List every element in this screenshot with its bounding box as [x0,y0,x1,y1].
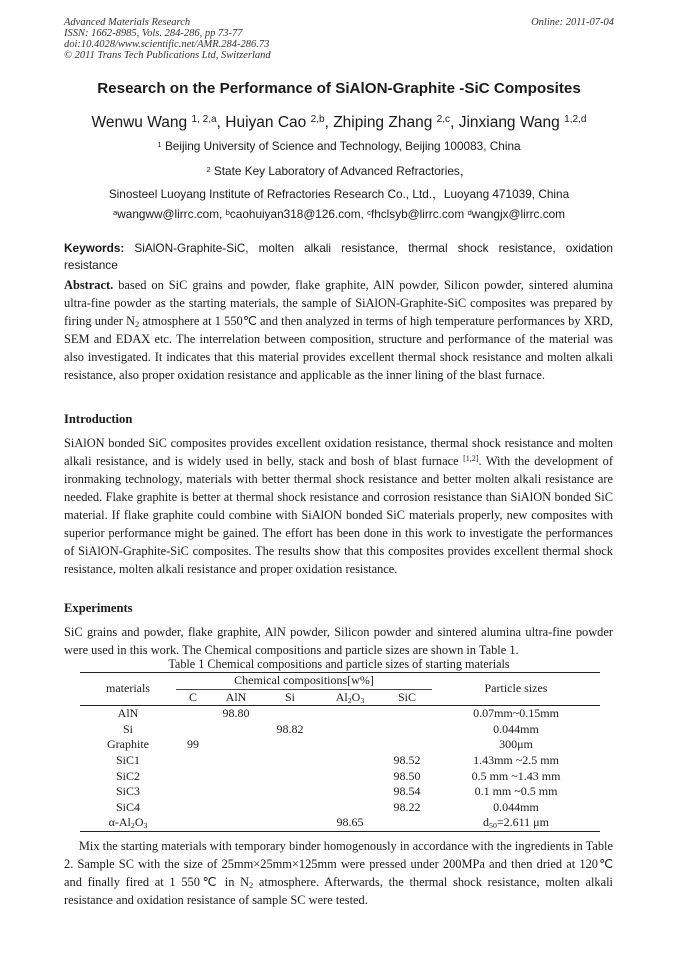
header-materials: materials [80,673,176,706]
copyright-line: © 2011 Trans Tech Publications Ltd, Switzerland [64,50,271,61]
author-name: Huiyan Cao [225,114,307,131]
online-date: Online: 2011-07-04 [531,17,614,28]
abstract: Abstract. based on SiC grains and powder, flake graphite, AlN powder, Silicon powder, sintered alumina ultra-fine powder as the starting materials, the sample of SiAlON-Graphite-SiC composites was prepared by firing under $N_2$ atmosphere at 1 550℃ and then analyzed in terms of high temperature performances by XRD, SEM and EDAX etc. The interrelation between composition, structure and performance of the material was also investigated. It indicates that this material provides excellent thermal shock resistance and molten alkali resistance, also proper oxidation resistance and applicable as the inner lining of the blast furnace. [64,278,614,382]
email-link[interactable]: caohuiyan318@126.com [229,207,361,221]
table-1 [80,672,600,832]
doi-line: doi:10.4028/www.scientific.net/AMR.284-286.73 [64,39,270,50]
header-sic: SiC [397,689,416,704]
mixing-paragraph: Mix the starting materials with temporary binder homogenously in accordance with the ingredients in Table 2. Sample SC with the size of 25mm×25mm×125mm were pressed under 200MPa and then dried at 120℃ and finally fired at 1 550℃ in $N_2$ atmosphere. Afterwards, the thermal shock resistance, molten alkali resistance and oxidation resistance of sample SC were tested. [64,839,613,907]
table-row: Si 98.82 0.044mm [122,721,539,736]
author-affiliation-mark: 2,b [310,114,325,126]
keywords [64,240,613,274]
keywords-label: Keywords: [64,241,125,255]
experiments-paragraph: SiC grains and powder, flake graphite, AlN powder, Silicon powder and sintered alumina ultra-fine powder were used in this work. The Chemical compositions and particle sizes are shown in Table 1. [64,625,613,657]
author-affiliation-mark: 2,c [436,114,451,126]
introduction-paragraph: SiAlON bonded SiC composites provides excellent oxidation resistance, thermal shock resistance and molten alkali resistance, and is widely used in belly, stack and bosh of blast furnace [1,2]. With the development of ironmaking technology, materials with better thermal shock resistance and better molten alkali resistance are needed. Flake graphite is better at thermal shock resistance and corrosion resistance than SiAlON bonded SiC material. If flake graphite could combine with SiAlON bonded SiC materials properly, new composites with superior performance might be gained. The effort has been done in this work to investigate the performances of SiAlON-Graphite-SiC composites. The results show that this composites provides excellent thermal shock resistance, molten alkali resistance and proper oxidation resistance. [64,436,613,576]
table-caption: Table 1 Chemical compositions and particle sizes of starting materials [168,657,510,671]
author-affiliation-mark: 1, 2,a [191,114,217,126]
issn-line: ISSN: 1662-8985, Vols. 284-286, pp 73-77 [64,28,243,39]
author-name: Zhiping Zhang [333,114,433,131]
table-row: $\alpha-Al_2O_3$ 98.65 $d_{50}=2.611$ μm [80,815,600,831]
introduction-heading: Introduction [64,412,133,426]
email-link[interactable]: wangww@lirrc.com [117,207,220,221]
journal-name: Advanced Materials Research [64,17,191,28]
table-row: SiC1 98.52 1.43mm ~2.5 mm [115,752,559,767]
author-name: Jinxiang Wang [458,114,560,131]
affiliation-2: $^2$ State Key Laboratory of Advanced Refractories， [206,164,472,178]
keywords-text: SiAlON-Graphite-SiC, molten alkali resistance, thermal shock resistance, oxidation resistance [64,241,613,272]
author-affiliation-mark: 1,2,d [564,114,587,126]
email-list: $^a$wangww@lirrc.com, $^b$caohuiyan318@126.com, $^c$fhclsyb@lirrc.com $^d$wangjx@lirrc.com [112,207,566,221]
table-row: SiC3 98.54 0.1 mm ~0.5 mm [115,784,558,799]
running-header [64,17,271,61]
table-row: SiC4 98.22 0.044mm [115,799,539,814]
header-chemical-compositions: Chemical compositions[w%] [176,673,432,690]
affiliation-1: $^1$ Beijing University of Science and Technology, Beijing 100083, China [157,139,521,153]
email-link[interactable]: fhclsyb@lirrc.com [370,207,465,221]
header-particle-sizes: Particle sizes [432,673,600,706]
author-name: Wenwu Wang [91,114,188,131]
experiments-heading: Experiments [64,601,133,615]
citation: [1,2] [463,454,479,464]
table-row: AlN 98.80 0.07mm~0.15mm [117,706,559,721]
table-row: Graphite 99 300μm [107,737,533,752]
abstract-label: Abstract. [64,278,114,292]
header-aln: AlN [225,689,247,704]
header-c: C [188,689,197,704]
table-row: SiC2 98.50 0.5 mm ~1.43 mm [115,768,561,783]
header-si: Si [284,689,295,704]
email-link[interactable]: wangjx@lirrc.com [471,207,566,221]
header-al2o3: $Al_2O_3$ [335,689,365,705]
affiliation-3: Sinosteel Luoyang Institute of Refractories Research Co., Ltd.，Luoyang 471039, China [108,187,570,201]
paper-title: Research on the Performance of SiAlON-Graphite -SiC Composites [97,80,581,97]
author-list: Wenwu Wang $^{1, 2,a}$, Huiyan Cao $^{2,b}$, Zhiping Zhang $^{2,c}$, Jinxiang Wang $^{1,2,d}$ [91,114,587,131]
